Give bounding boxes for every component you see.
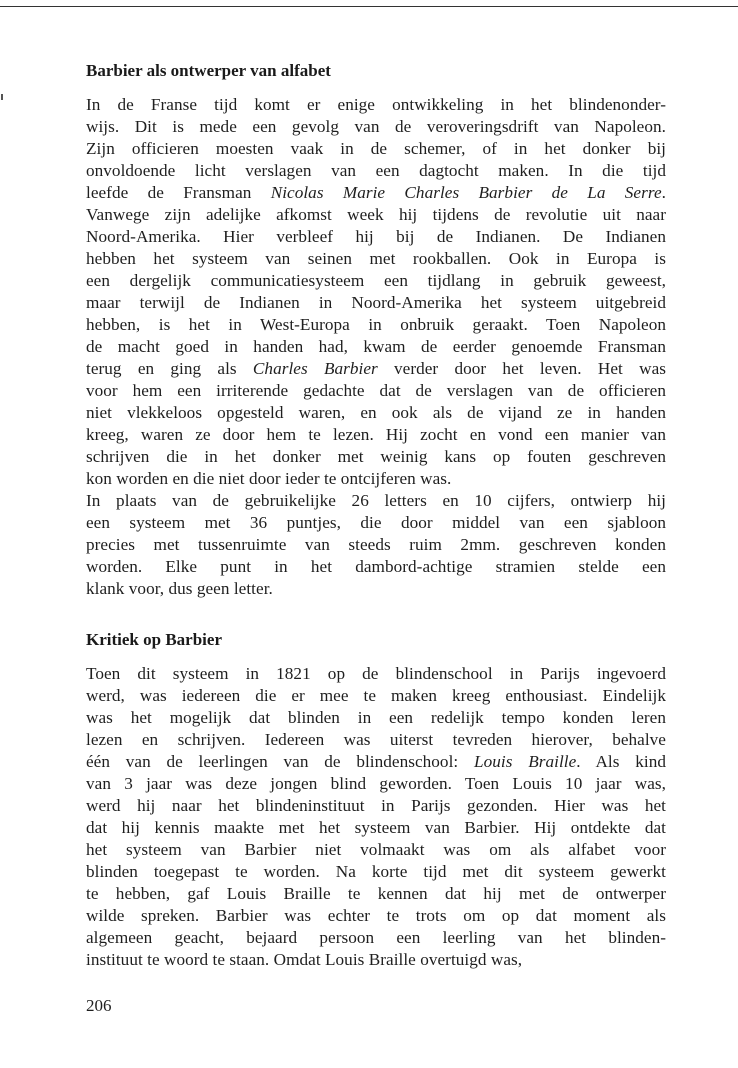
text-line (86, 534, 666, 556)
text-line (86, 116, 666, 138)
section-heading-barbier-als-ontwerper: Barbier als ontwerper van alfabet (86, 61, 331, 80)
text-run: één van de leerlingen van de blindenschool: (86, 752, 474, 771)
text-line (86, 270, 666, 292)
text-line (86, 160, 666, 182)
text-run: werd, was iedereen die er mee te maken kreeg enthousiast. Eindelijk (86, 686, 666, 705)
text-run: Toen dit systeem in 1821 op de blindenschool in Parijs ingevoerd (86, 664, 666, 683)
text-line (86, 248, 666, 270)
text-line (86, 226, 666, 248)
text-run: verder door het leven. Het was (377, 359, 666, 378)
text-line (86, 490, 666, 512)
text-line (86, 314, 666, 336)
text-line (86, 861, 666, 883)
text-run: te hebben, gaf Louis Braille te kennen dat hij met de ontwerper (86, 884, 666, 903)
text-run: hebben, is het in West-Europa in onbruik geraakt. Toen Napoleon (86, 315, 666, 334)
text-line (86, 358, 666, 380)
text-line (86, 204, 666, 226)
text-line (86, 380, 666, 402)
text-line (86, 883, 666, 905)
text-line (86, 685, 666, 707)
text-run: was het mogelijk dat blinden in een redelijk tempo konden leren (86, 708, 666, 727)
text-line (86, 468, 666, 490)
text-line (86, 336, 666, 358)
text-line (86, 292, 666, 314)
text-run: onvoldoende licht verslagen van een dagtocht maken. In die tijd (86, 161, 666, 180)
text-run: het systeem van Barbier niet volmaakt was om als alfabet voor (86, 840, 666, 859)
text-run: voor hem een irriterende gedachte dat de verslagen van de officieren (86, 381, 666, 400)
text-run: terug en ging als (86, 359, 253, 378)
text-run: . Als kind (576, 752, 666, 771)
text-run: instituut te woord te staan. Omdat Louis Braille overtuigd was, (86, 950, 523, 969)
text-run: . (661, 183, 666, 202)
text-line (86, 663, 666, 685)
text-line (86, 578, 666, 600)
text-run: schrijven die in het donker met weinig kans op fouten geschreven (86, 447, 666, 466)
text-line (86, 707, 666, 729)
text-run: Vanwege zijn adelijke afkomst week hij tijdens de revolutie uit naar (86, 205, 666, 224)
text-run: hebben het systeem van seinen met rookballen. Ook in Europa is (86, 249, 666, 268)
text-run: een dergelijk communicatiesysteem een tijdlang in gebruik geweest, (86, 271, 666, 290)
text-run: niet vlekkeloos opgesteld waren, en ook als de vijand ze in handen (86, 403, 666, 422)
text-line (86, 949, 666, 971)
text-run: precies met tussenruimte van steeds ruim 2mm. geschreven konden (86, 535, 666, 554)
text-line (86, 94, 666, 116)
text-line (86, 182, 666, 204)
text-run: kreeg, waren ze door hem te lezen. Hij zocht en vond een manier van (86, 425, 666, 444)
text-line (86, 927, 666, 949)
text-run: algemeen geacht, bejaard persoon een leerling van het blinden- (86, 928, 666, 947)
margin-mark (1, 94, 3, 100)
text-line (86, 795, 666, 817)
text-run: lezen en schrijven. Iedereen was uiterst tevreden hierover, behalve (86, 730, 666, 749)
text-run: blinden toegepast te worden. Na korte tijd met dit systeem gewerkt (86, 862, 666, 881)
text-line (86, 138, 666, 160)
text-run: maar terwijl de Indianen in Noord-Amerika het systeem uitgebreid (86, 293, 666, 312)
text-run: werd hij naar het blindeninstituut in Parijs gezonden. Hier was het (86, 796, 666, 815)
text-run: Noord-Amerika. Hier verbleef hij bij de Indianen. De Indianen (86, 227, 666, 246)
text-line (86, 729, 666, 751)
text-line (86, 817, 666, 839)
text-run: klank voor, dus geen letter. (86, 579, 273, 598)
text-line (86, 905, 666, 927)
text-line (86, 556, 666, 578)
page-content (86, 60, 666, 971)
text-line (86, 424, 666, 446)
italic-name: Charles Barbier (252, 359, 378, 378)
italic-name: Nicolas Marie Charles Barbier de La Serre (270, 183, 662, 202)
text-line (86, 402, 666, 424)
text-line (86, 773, 666, 795)
page-number: 206 (86, 996, 112, 1015)
text-run: een systeem met 36 puntjes, die door middel van een sjabloon (86, 513, 666, 532)
text-run: dat hij kennis maakte met het systeem van Barbier. Hij ontdekte dat (86, 818, 666, 837)
text-run: wilde spreken. Barbier was echter te trots om op dat moment als (86, 906, 666, 925)
section-body-kritiek-op-barbier (86, 663, 666, 971)
text-line (86, 446, 666, 468)
section-heading-kritiek-op-barbier: Kritiek op Barbier (86, 630, 222, 649)
text-run: Zijn officieren moesten vaak in de schemer, of in het donker bij (86, 139, 666, 158)
text-run: leefde de Fransman (86, 183, 271, 202)
text-run: worden. Elke punt in het dambord-achtige stramien stelde een (86, 557, 666, 576)
text-run: kon worden en die niet door ieder te ontcijferen was. (86, 469, 452, 488)
text-line (86, 839, 666, 861)
top-rule (0, 6, 738, 7)
section-body-barbier-als-ontwerper (86, 94, 666, 600)
italic-name: Louis Braille (473, 752, 577, 771)
text-run: van 3 jaar was deze jongen blind geworden. Toen Louis 10 jaar was, (86, 774, 666, 793)
text-line (86, 751, 666, 773)
text-run: wijs. Dit is mede een gevolg van de veroveringsdrift van Napoleon. (86, 117, 666, 136)
text-run: de macht goed in handen had, kwam de eerder genoemde Fransman (86, 337, 666, 356)
text-line (86, 512, 666, 534)
text-run: In de Franse tijd komt er enige ontwikkeling in het blindenonder- (86, 95, 666, 114)
text-run: In plaats van de gebruikelijke 26 letters en 10 cijfers, ontwierp hij (86, 491, 666, 510)
